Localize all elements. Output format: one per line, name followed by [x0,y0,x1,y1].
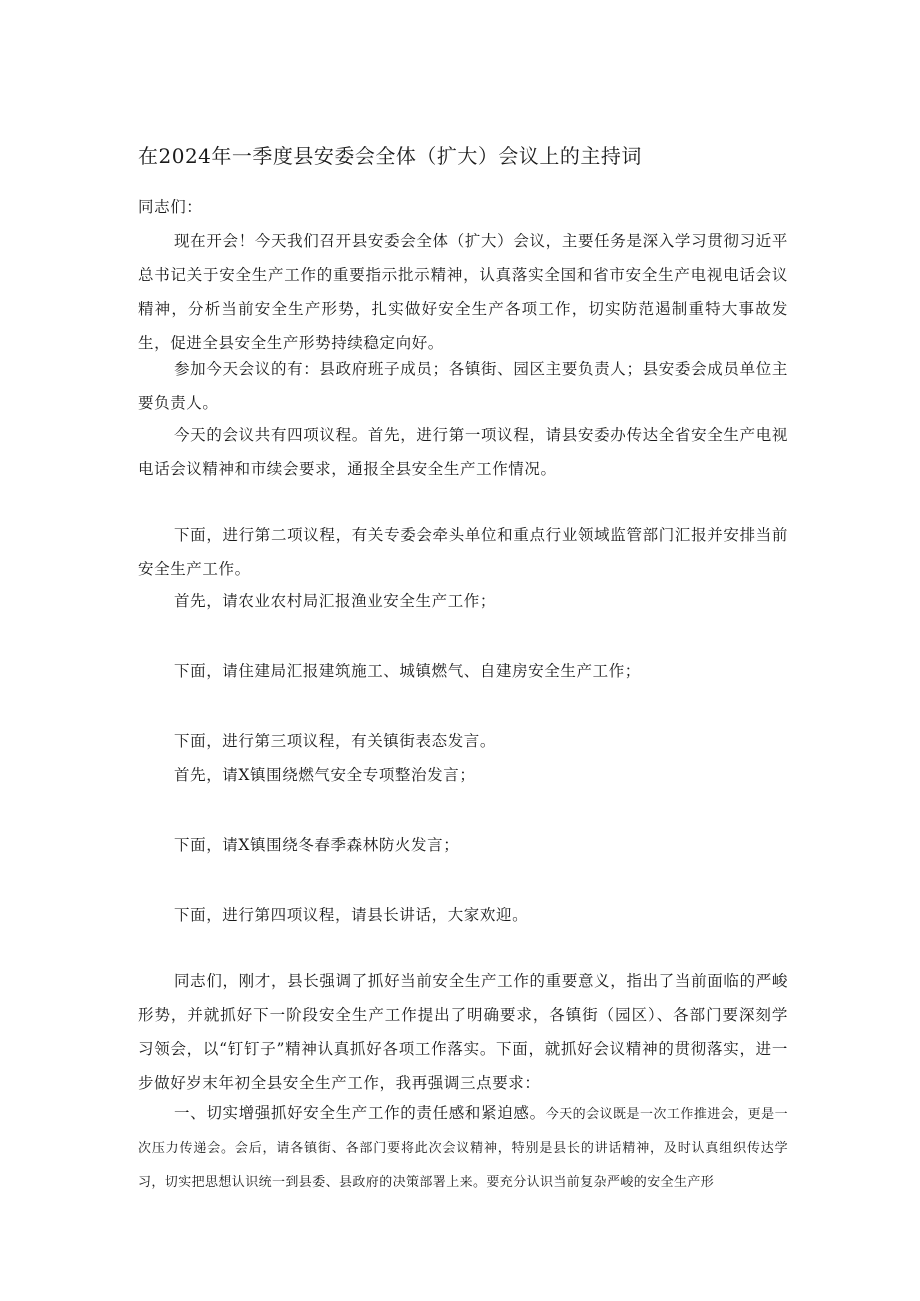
document-title: 在2024年一季度县安委会全体（扩大）会议上的主持词 [138,144,642,168]
paragraph-agriculture: 首先，请农业农村局汇报渔业安全生产工作； [174,592,497,610]
paragraph-opening: 现在开会！今天我们召开县安委会全体（扩大）会议，主要任务是深入学习贯彻习近平总书记关于安全生产工作的重要指示批示精神，认真落实全国和省市安全生产电视电话会议精神，分析当前安全生产形势，扎实做好安全生产各项工作，切实防范遏制重特大事故发生，促进全县安全生产形势持续稳定向好。 [138,232,788,352]
paragraph-agenda-two: 下面，进行第二项议程，有关专委会牵头单位和重点行业领域监管部门汇报并安排当前安全生产工作。 [138,526,788,578]
paragraph-forest-fire: 下面，请X镇围绕冬春季森林防火发言； [174,836,460,854]
paragraph-agenda-four: 下面，进行第四项议程，请县长讲话，大家欢迎。 [174,906,529,924]
point-one-heading: 一、切实增强抓好安全生产工作的责任感和紧迫感。 [174,1104,546,1122]
paragraph-agenda-one: 今天的会议共有四项议程。首先，进行第一项议程，请县安委办传达全省安全生产电视电话会议精神和市续会要求，通报全县安全生产工作情况。 [138,426,788,478]
paragraph-gas-safety: 首先，请X镇围绕燃气安全专项整治发言； [174,766,476,784]
paragraph-housing: 下面，请住建局汇报建筑施工、城镇燃气、自建房安全生产工作； [174,662,641,680]
paragraph-agenda-three: 下面，进行第三项议程，有关镇街表态发言。 [174,732,497,750]
point-one-body: 今天的会议既是一次工作推进会，更是一次压力传递会。会后，请各镇街、各部门要将此次会议精神，特别是县长的讲话精神，及时认真组织传达学习，切实把思想认识统一到县委、县政府的决策部署上来。要充分认识当前复杂严峻的安全生产形 [138,1107,788,1190]
paragraph-attendees: 参加今天会议的有：县政府班子成员；各镇街、园区主要负责人；县安委会成员单位主要负责人。 [138,360,788,412]
paragraph-point-one [138,1096,788,1200]
paragraph-summary: 同志们，刚才，县长强调了抓好当前安全生产工作的重要意义，指出了当前面临的严峻形势，并就抓好下一阶段安全生产工作提出了明确要求，各镇街（园区）、各部门要深刻学习领会，以“钉钉子”精神认真抓好各项工作落实。下面，就抓好会议精神的贯彻落实，进一步做好岁末年初全县安全生产工作，我再强调三点要求： [138,972,788,1092]
salutation: 同志们： [138,198,203,216]
